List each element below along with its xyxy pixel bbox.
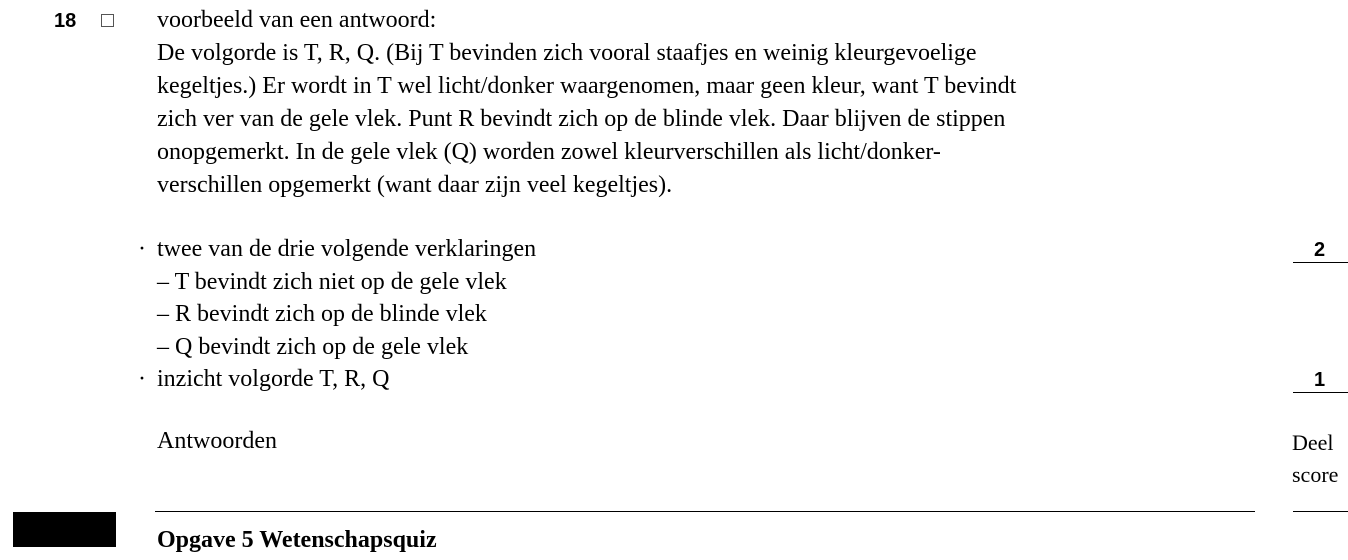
section-marker-block xyxy=(13,512,116,547)
answer-line: onopgemerkt. In de gele vlek (Q) worden zowel kleurverschillen als licht/donker- xyxy=(157,139,941,165)
criterion-subitem: – T bevindt zich niet op de gele vlek xyxy=(157,269,507,295)
bullet-icon: · xyxy=(138,236,146,262)
answer-line: zich ver van de gele vlek. Punt R bevindt zich op de blinde vlek. Daar blijven de stippen xyxy=(157,106,1006,132)
answer-line: De volgorde is T, R, Q. (Bij T bevinden zich vooral staafjes en weinig kleurgevoelige xyxy=(157,40,977,66)
question-number: 18 xyxy=(54,10,77,32)
deel-label: Deel xyxy=(1292,430,1334,455)
score-underline xyxy=(1293,262,1348,263)
section-divider xyxy=(155,511,1255,512)
criterion-label: inzicht volgorde T, R, Q xyxy=(157,366,390,392)
next-section-title: Opgave 5 Wetenschapsquiz xyxy=(157,527,437,553)
score-column-divider xyxy=(1293,511,1348,512)
score-value: 1 xyxy=(1314,369,1326,391)
answer-line: verschillen opgemerkt (want daar zijn veel kegeltjes). xyxy=(157,172,673,198)
score-value: 2 xyxy=(1314,239,1326,261)
criterion-subitem: – R bevindt zich op de blinde vlek xyxy=(157,301,487,327)
criterion-subitem: – Q bevindt zich op de gele vlek xyxy=(157,334,469,360)
answer-intro: voorbeeld van een antwoord: xyxy=(157,7,437,33)
criterion-label: twee van de drie volgende verklaringen xyxy=(157,236,537,262)
score-underline xyxy=(1293,392,1348,393)
antwoorden-label: Antwoorden xyxy=(157,428,277,454)
answer-line: kegeltjes.) Er wordt in T wel licht/donker waargenomen, maar geen kleur, want T bevindt xyxy=(157,73,1017,99)
score-checkbox[interactable] xyxy=(101,14,114,27)
bullet-icon: · xyxy=(138,366,146,392)
scores-label: score xyxy=(1292,462,1339,487)
